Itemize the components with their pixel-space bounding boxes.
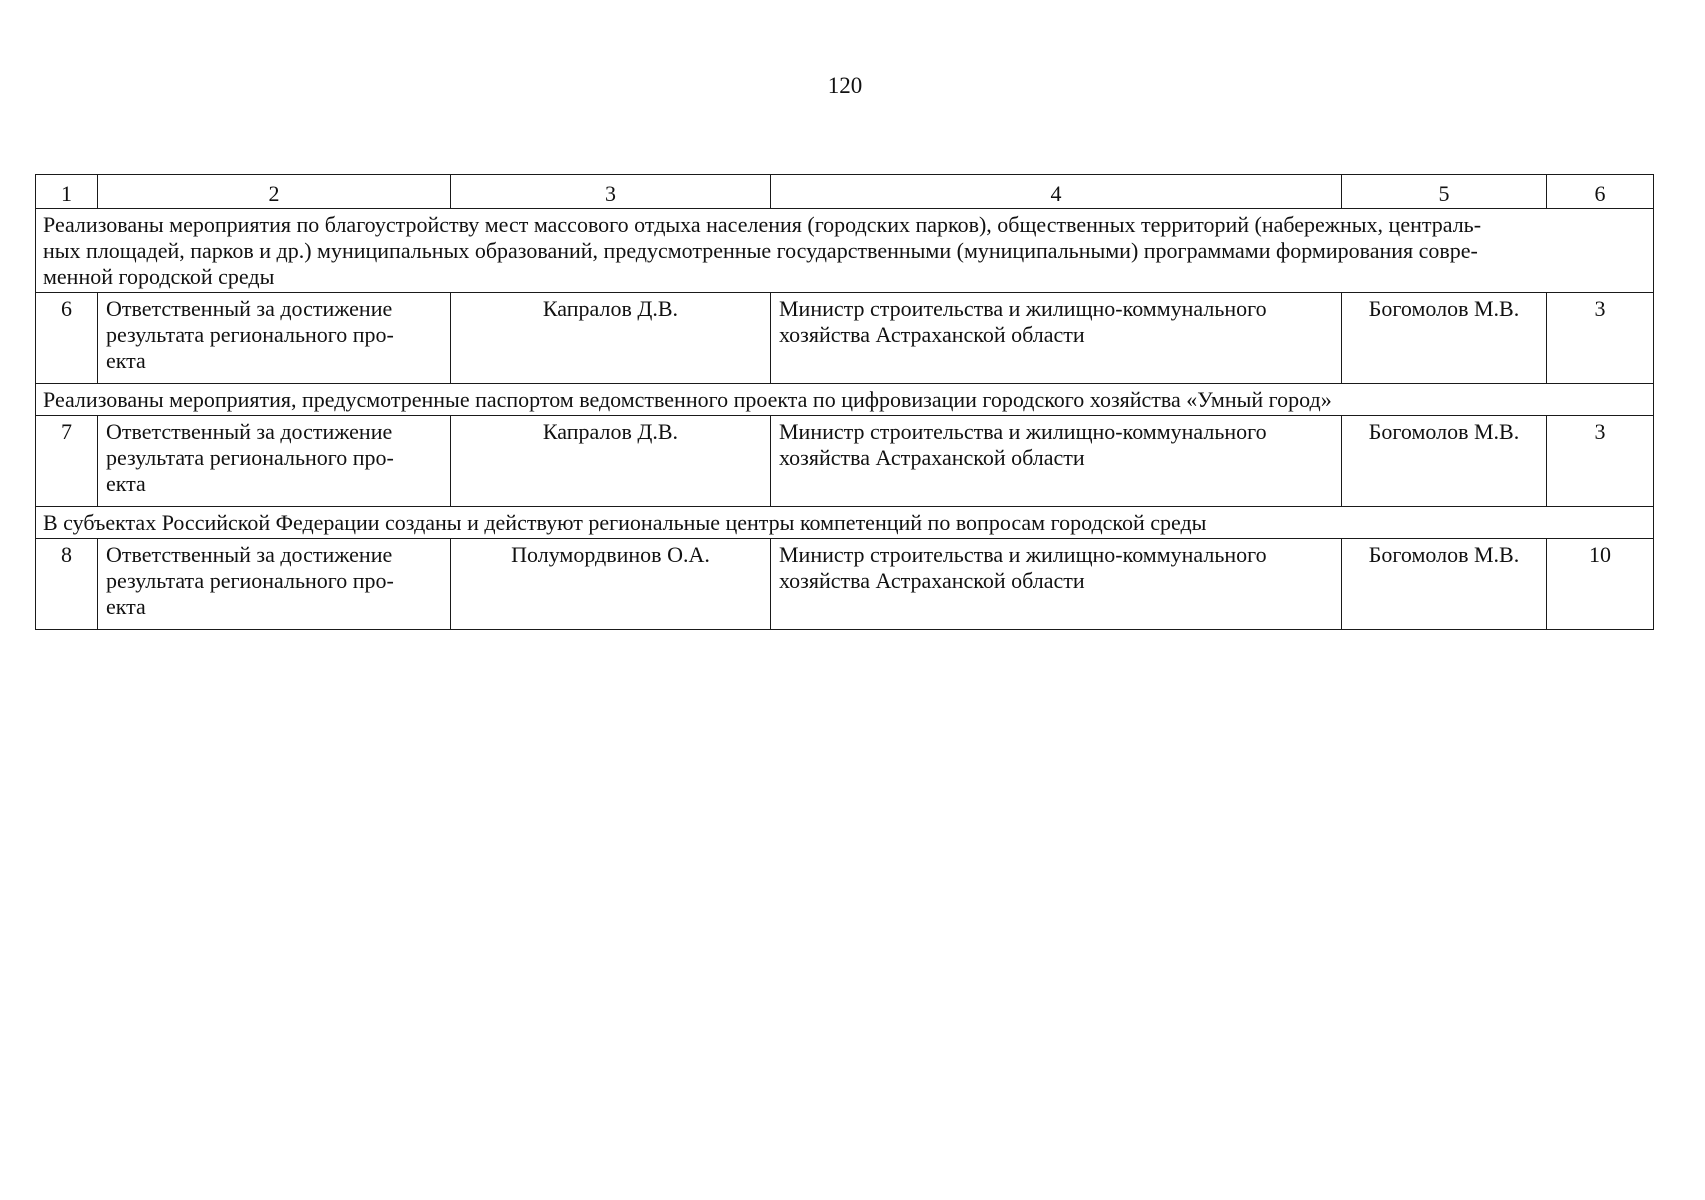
role-line: результата регионального про- [106, 568, 394, 593]
column-header-4: 4 [771, 175, 1342, 209]
role-line: Ответственный за достижение [106, 296, 393, 321]
position-line: Министр строительства и жилищно-коммунального [779, 419, 1267, 444]
row-number: 8 [36, 539, 98, 630]
column-number-row [36, 175, 1654, 209]
page-number: 120 [827, 73, 863, 98]
section-title [36, 507, 1654, 539]
supervisor-name: Богомолов М.В. [1342, 293, 1547, 384]
responsibility-table [35, 174, 1654, 630]
column-header-3: 3 [451, 175, 771, 209]
role-line: Ответственный за достижение [106, 419, 393, 444]
section-row [36, 384, 1654, 416]
role-line: Ответственный за достижение [106, 542, 393, 567]
position-line: хозяйства Астраханской области [779, 445, 1085, 470]
role-line: екта [106, 471, 146, 496]
position-cell [771, 416, 1342, 507]
supervisor-name: Богомолов М.В. [1342, 416, 1547, 507]
role-line: екта [106, 594, 146, 619]
row-number: 7 [36, 416, 98, 507]
section-title-line: ных площадей, парков и др.) муниципальных образований, предусмотренные государственными (муниципальными) программами формирования совре- [43, 238, 1478, 263]
position-line: Министр строительства и жилищно-коммунального [779, 542, 1267, 567]
role-line: екта [106, 348, 146, 373]
position-line: хозяйства Астраханской области [779, 568, 1085, 593]
value-cell: 3 [1547, 293, 1654, 384]
role-cell [98, 539, 451, 630]
section-title [36, 384, 1654, 416]
section-row [36, 507, 1654, 539]
column-header-6: 6 [1547, 175, 1654, 209]
section-title-line: менной городской среды [43, 264, 275, 289]
value-cell: 10 [1547, 539, 1654, 630]
section-title-line: Реализованы мероприятия по благоустройству мест массового отдыха населения (городских парков), общественных территорий (набережных, централь- [43, 212, 1482, 237]
table-row [36, 416, 1654, 507]
position-line: Министр строительства и жилищно-коммунального [779, 296, 1267, 321]
position-line: хозяйства Астраханской области [779, 322, 1085, 347]
responsible-name: Капралов Д.В. [451, 293, 771, 384]
responsible-name: Капралов Д.В. [451, 416, 771, 507]
section-title [36, 209, 1654, 293]
section-title-line: Реализованы мероприятия, предусмотренные паспортом ведомственного проекта по цифровизации городского хозяйства «Умный город» [43, 387, 1332, 412]
section-title-line: В субъектах Российской Федерации созданы и действуют региональные центры компетенций по вопросам городской среды [43, 510, 1207, 535]
section-row [36, 209, 1654, 293]
column-header-1: 1 [36, 175, 98, 209]
table-row [36, 293, 1654, 384]
row-number: 6 [36, 293, 98, 384]
role-cell [98, 293, 451, 384]
role-cell [98, 416, 451, 507]
value-cell: 3 [1547, 416, 1654, 507]
responsible-name: Полумордвинов О.А. [451, 539, 771, 630]
table-row [36, 539, 1654, 630]
column-header-5: 5 [1342, 175, 1547, 209]
column-header-2: 2 [98, 175, 451, 209]
position-cell [771, 293, 1342, 384]
role-line: результата регионального про- [106, 445, 394, 470]
supervisor-name: Богомолов М.В. [1342, 539, 1547, 630]
position-cell [771, 539, 1342, 630]
role-line: результата регионального про- [106, 322, 394, 347]
